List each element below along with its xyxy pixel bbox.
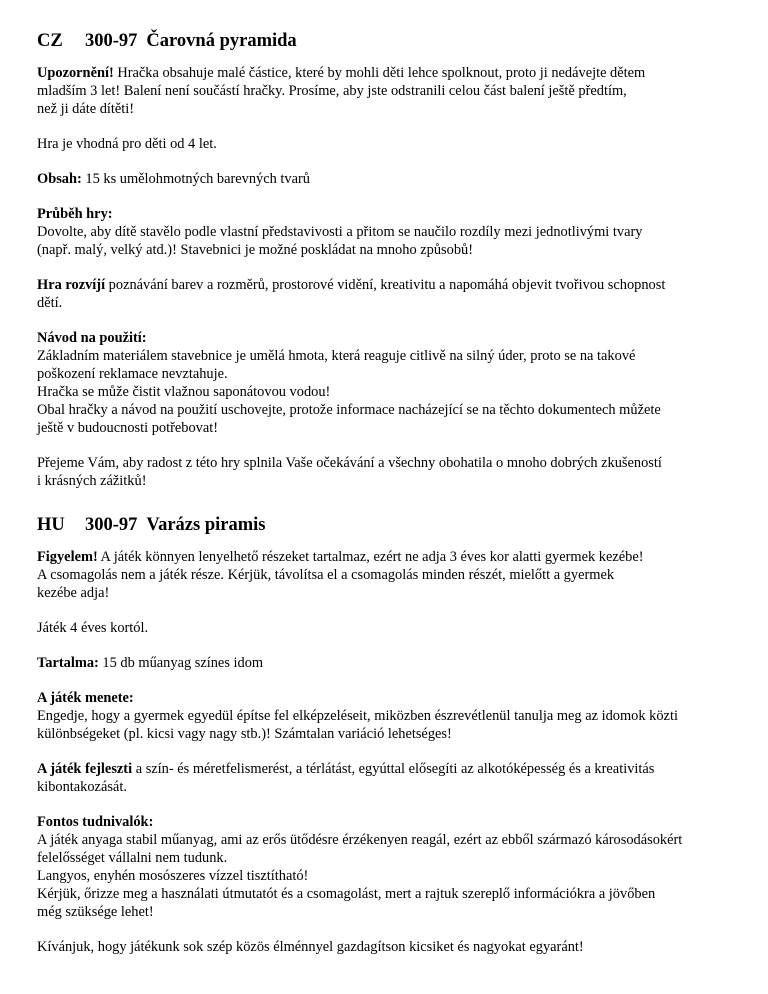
text-line: ještě v budoucnosti potřebovat! [37, 420, 219, 436]
contents-label: Obsah: [37, 171, 82, 187]
product-title: Čarovná pyramida [146, 31, 297, 51]
section-heading-hu [37, 514, 737, 536]
text-line: kezébe adja! [37, 585, 110, 601]
age-paragraph [37, 135, 737, 153]
instructions-label: Návod na použití: [37, 330, 147, 346]
text-line: Hra je vhodná pro děti od 4 let. [37, 136, 217, 152]
warning-label: Figyelem! [37, 549, 98, 565]
text-line: než ji dáte dítěti! [37, 101, 135, 117]
text-line: 15 db műanyag színes idom [98, 655, 264, 671]
text-line: Hračka se může čistit vlažnou saponátovou vodou! [37, 384, 331, 400]
warning-paragraph [37, 548, 737, 602]
language-code: HU [37, 515, 65, 535]
document-page [37, 30, 737, 973]
text-line: mladším 3 let! Balení není součástí hračky. Prosíme, aby jste odstranili celou část balení ještě předtím, [37, 83, 627, 99]
text-line: Základním materiálem stavebnice je umělá hmota, která reaguje citlivě na silný úder, proto se na takové [37, 348, 636, 364]
contents-paragraph [37, 654, 737, 672]
gameplay-paragraph [37, 205, 737, 259]
instructions-paragraph [37, 329, 737, 437]
develops-paragraph [37, 760, 737, 796]
text-line: Engedje, hogy a gyermek egyedül építse fel elképzeléseit, miközben észrevétlenül tanulja meg az idomok közti [37, 708, 678, 724]
text-line: 15 ks umělohmotných barevných tvarů [81, 171, 310, 187]
warning-paragraph [37, 64, 737, 118]
instructions-label: Fontos tudnivalók: [37, 814, 154, 830]
text-line: Obal hračky a návod na použití uschovejte, protože informace nacházející se na těchto dokumentech můžete [37, 402, 661, 418]
text-line: A csomagolás nem a játék része. Kérjük, távolítsa el a csomagolás minden részét, mielőtt a gyermek [37, 567, 615, 583]
text-line: különbségeket (pl. kicsi vagy nagy stb.)! Számtalan variáció lehetséges! [37, 726, 452, 742]
text-line: Kérjük, őrizze meg a használati útmutatót és a csomagolást, mert a rajtuk szereplő információkra a jövőben [37, 886, 656, 902]
text-line: (např. malý, velký atd.)! Stavebnici je možné poskládat na mnoho způsobů! [37, 242, 473, 258]
text-line: Játék 4 éves kortól. [37, 620, 149, 636]
gameplay-label: Průběh hry: [37, 206, 113, 222]
text-line: még szüksége lehet! [37, 904, 154, 920]
contents-paragraph [37, 170, 737, 188]
text-line: Dovolte, aby dítě stavělo podle vlastní představivosti a přitom se naučilo rozdíly mezi jednotlivými tvary [37, 224, 643, 240]
text-line: felelősséget vállalni nem tudunk. [37, 850, 228, 866]
wish-paragraph [37, 938, 737, 956]
section-heading-cz [37, 30, 737, 52]
contents-label: Tartalma: [37, 655, 99, 671]
text-line: kibontakozását. [37, 779, 127, 795]
gameplay-label: A játék menete: [37, 690, 134, 706]
text-line: Hračka obsahuje malé částice, které by mohli děti lehce spolknout, proto ji nedávejte dětem [113, 65, 646, 81]
gameplay-paragraph [37, 689, 737, 743]
product-code: 300-97 [85, 31, 138, 51]
text-line: i krásných zážitků! [37, 473, 147, 489]
product-code: 300-97 [85, 515, 138, 535]
text-line: A játék anyaga stabil műanyag, ami az erős ütődésre érzékenyen reagál, ezért az ebből származó károsodásokért [37, 832, 683, 848]
develops-label: A játék fejleszti [37, 761, 133, 777]
instructions-paragraph [37, 813, 737, 921]
develops-paragraph [37, 276, 737, 312]
develops-label: Hra rozvíjí [37, 277, 106, 293]
age-paragraph [37, 619, 737, 637]
text-line: poznávání barev a rozměrů, prostorové vidění, kreativitu a napomáhá objevit tvořivou schopnost [105, 277, 666, 293]
product-title: Varázs piramis [146, 515, 266, 535]
wish-paragraph [37, 454, 737, 490]
text-line: Přejeme Vám, aby radost z této hry splnila Vaše očekávání a všechny obohatila o mnoho dobrých zkušeností [37, 455, 662, 471]
text-line: dětí. [37, 295, 63, 311]
language-code: CZ [37, 31, 63, 51]
text-line: a szín- és méretfelismerést, a térlátást, egyúttal elősegíti az alkotóképesség és a kreativitás [132, 761, 655, 777]
section-cz [37, 30, 737, 490]
text-line: Langyos, enyhén mosószeres vízzel tisztítható! [37, 868, 309, 884]
warning-label: Upozornění! [37, 65, 114, 81]
text-line: poškození reklamace nevztahuje. [37, 366, 228, 382]
text-line: A játék könnyen lenyelhető részeket tartalmaz, ezért ne adja 3 éves kor alatti gyermek kezébe! [97, 549, 644, 565]
section-hu [37, 514, 737, 956]
text-line: Kívánjuk, hogy játékunk sok szép közös élménnyel gazdagítson kicsiket és nagyokat egyaránt! [37, 939, 584, 955]
